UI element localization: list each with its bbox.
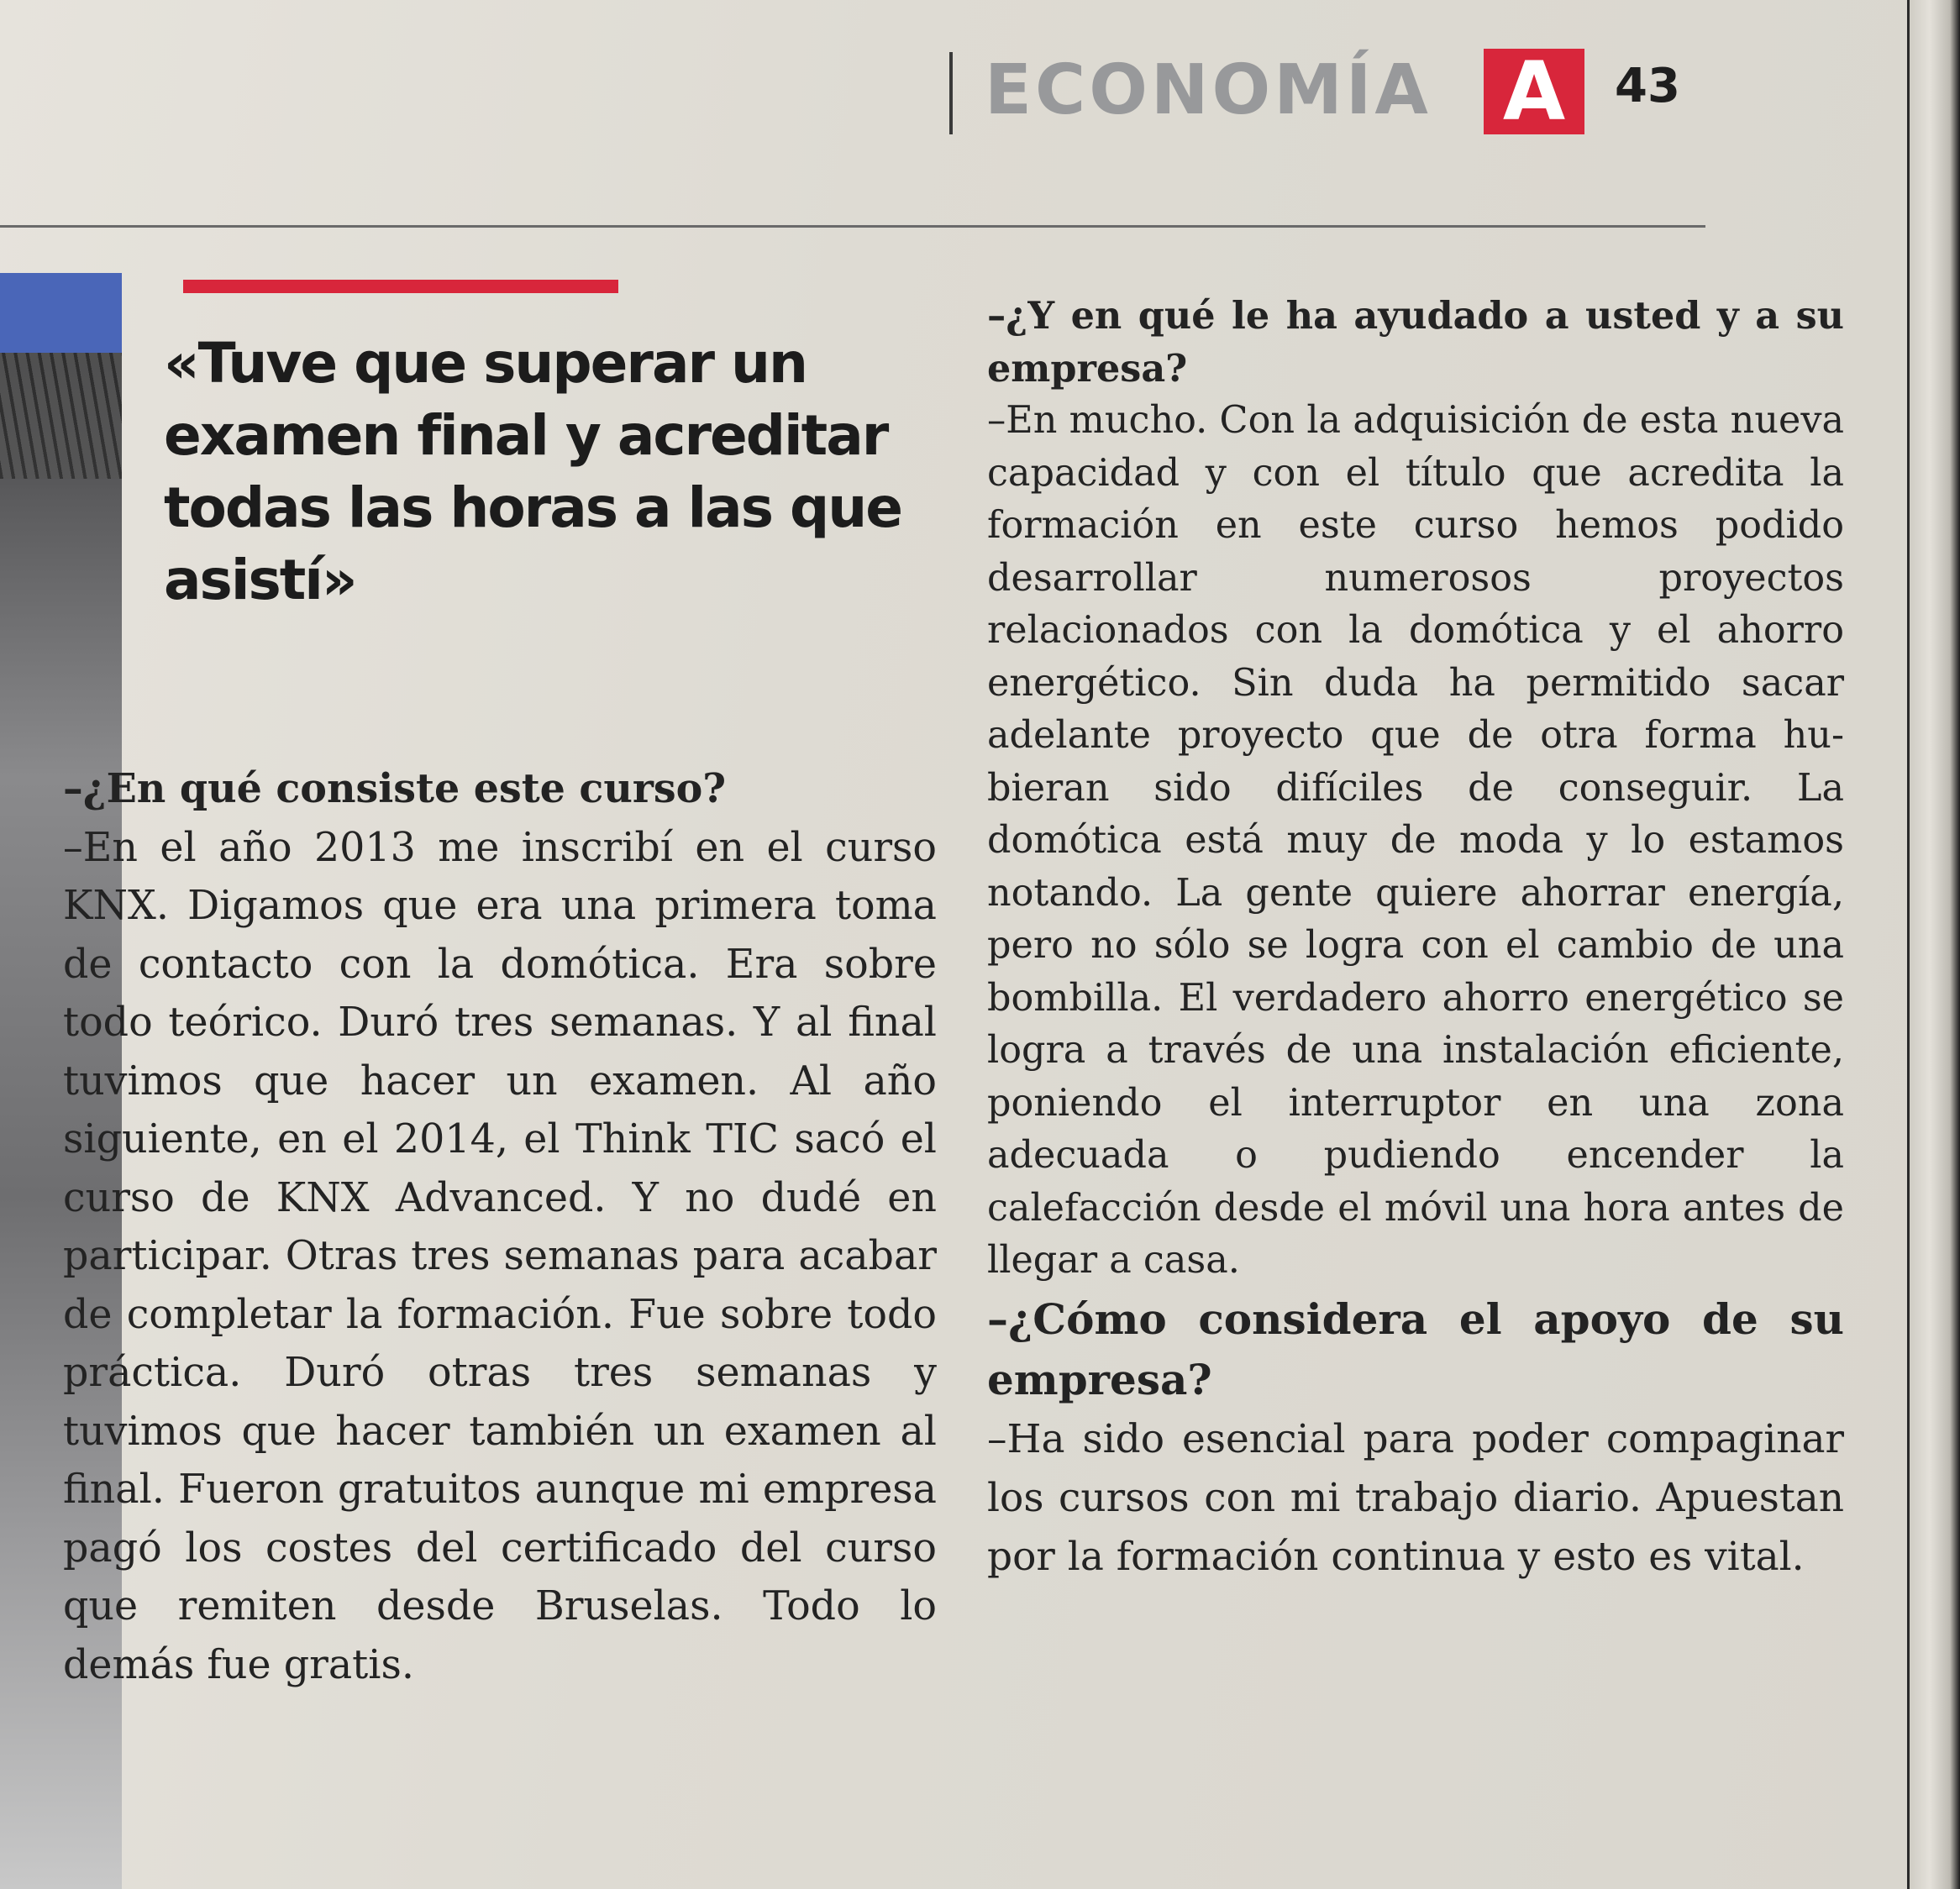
page-number: 43 <box>1615 59 1680 113</box>
answer-2: –En mucho. Con la adquisición de esta nueva capacidad y con el título que acredita la formación en este curso hemos podido desarrollar numerosos proyectos relacionados con la domótica y el ahorro energético. Sin duda ha permitido sacar adelante proyecto que de otra forma hubieran sido difíciles de conseguir. La domótica está muy de moda y lo estamos notando. La gente quiere ahorrar energía, pero no sólo se logra con el cambio de una bombilla. El verdadero ahorro energético se logra a través de una instalación eficiente, poniendo el interruptor en una zona adecuada o pudiendo encender la calefacción desde el móvil una hora antes de llegar a casa. <box>987 399 1844 1282</box>
header-divider <box>949 52 953 134</box>
page-edge <box>1910 0 1960 1889</box>
answer-1: –En el año 2013 me inscribí en el curso KNX. Digamos que era una primera toma de contacto con la domótica. Era sobre todo teórico. Duró tres semanas. Y al final tuvimos que hacer un examen. Al año siguiente, en el 2014, el Think TIC sacó el curso de KNX Advanced. Y no dudé en participar. Otras tres semanas para acabar de completar la formación. Fue sobre todo práctica. Duró otras tres semanas y tuvimos que hacer también un examen al final. Fueron gratuitos aunque mi empresa pagó los costes del certificado del curso que remiten desde Bruselas. Todo lo demás fue gratis. <box>63 824 937 1688</box>
photo-trees <box>0 353 122 479</box>
question-1: –¿En qué consiste este curso? <box>63 765 727 812</box>
section-badge: A <box>1484 49 1584 134</box>
answer-3: –Ha sido esencial para poder compaginar los cursos con mi trabajo diario. Apuestan por la formación continua y esto es vital. <box>987 1415 1844 1580</box>
question-3: –¿Cómo considera el apoyo de su empresa? <box>987 1293 1844 1404</box>
headline-accent-bar <box>183 280 618 293</box>
question-2: –¿Y en qué le ha ayudado a usted y a su empresa? <box>987 294 1844 391</box>
section-name: ECONOMÍA <box>985 50 1432 130</box>
header-rule <box>0 225 1705 228</box>
headline: «Tuve que superar un examen final y acreditar todas las horas a las que asistí» <box>164 331 901 612</box>
right-column <box>987 290 1844 1587</box>
left-column <box>63 760 937 1694</box>
